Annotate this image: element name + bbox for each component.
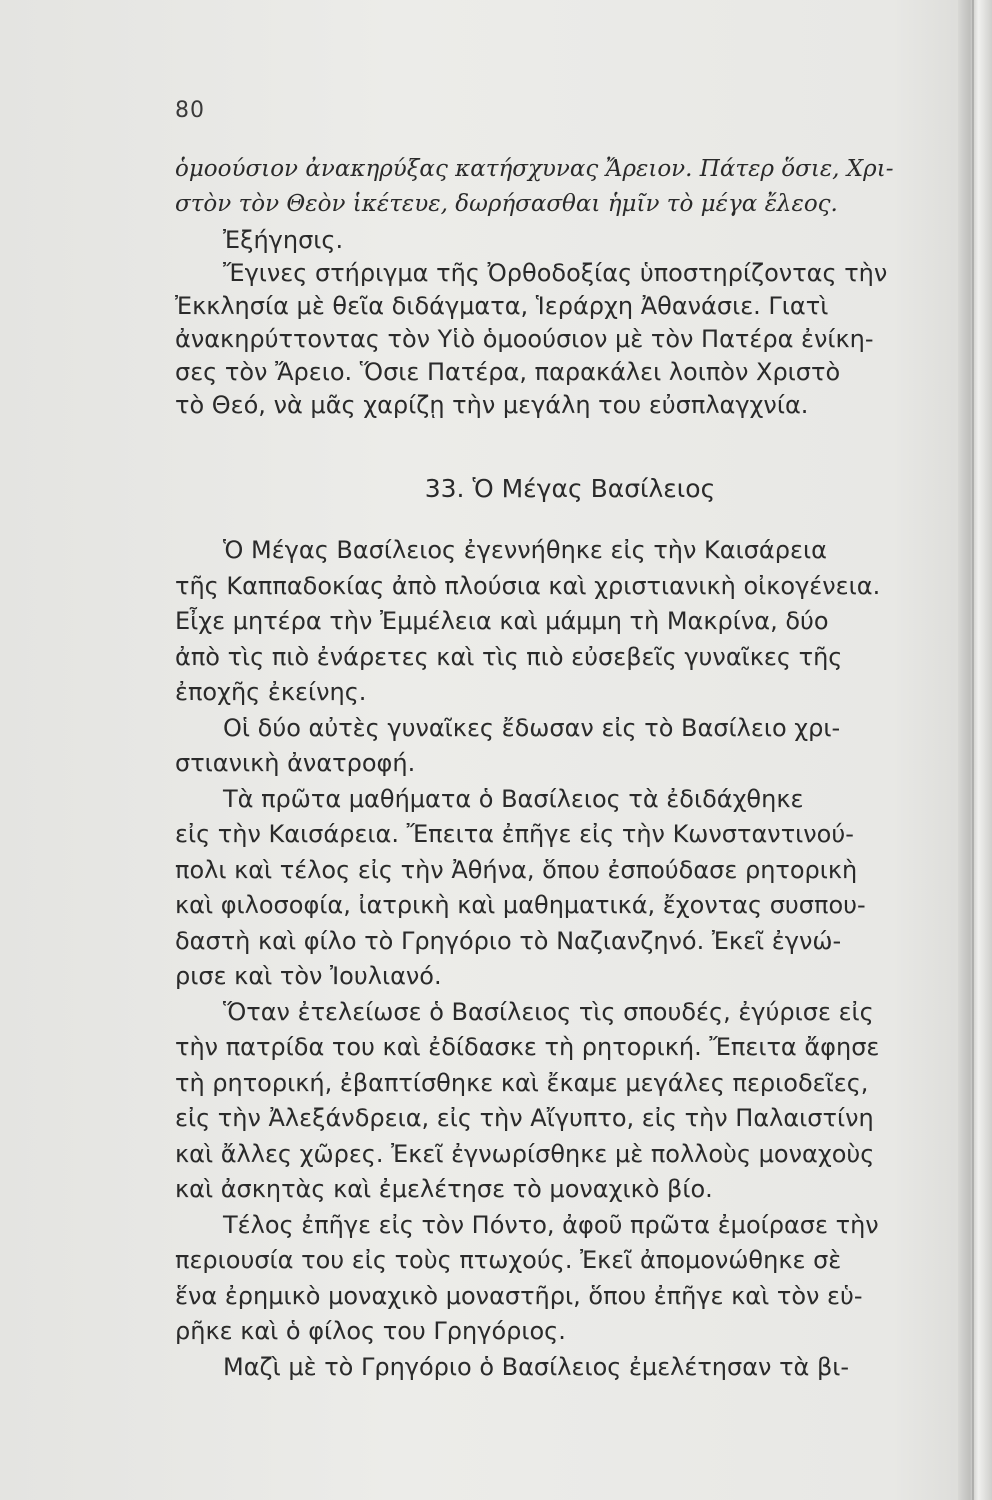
body-text (175, 533, 945, 1385)
body-line: Μαζὶ μὲ τὸ Γρηγόριο ὁ Βασίλειος ἐμελέτησαν τὰ βι- (223, 1352, 850, 1381)
explanation-label: Ἐξήγησις. (223, 226, 344, 254)
body-line: ἕνα ἐρημικὸ μοναχικὸ μοναστῆρι, ὅπου ἐπῆγε καὶ τὸν εὑ- (175, 1281, 863, 1310)
quote-line: ὁμοούσιον ἀνακηρύξας κατήσχυνας Ἄρειον. Πάτερ ὅσιε, Χρι- (175, 156, 894, 182)
body-line: Τὰ πρῶτα μαθήματα ὁ Βασίλειος τὰ ἐδιδάχθηκε (223, 784, 804, 813)
body-line: καὶ ἀσκητὰς καὶ ἐμελέτησε τὸ μοναχικὸ βίο. (175, 1175, 713, 1203)
page-number: 80 (175, 98, 205, 123)
body-line: τὴ ρητορική, ἐβαπτίσθηκε καὶ ἔκαμε μεγάλες περιοδεῖες, (175, 1068, 869, 1097)
explanation-line: σες τὸν Ἄρειο. Ὅσιε Πατέρα, παρακάλει λοιπὸν Χριστὸ (175, 358, 841, 386)
explanation-paragraph (175, 224, 945, 422)
body-line: καὶ ἄλλες χῶρες. Ἐκεῖ ἐγνωρίσθηκε μὲ πολλοὺς μοναχοὺς (175, 1139, 875, 1168)
body-line: περιουσία του εἰς τοὺς πτωχούς. Ἐκεῖ ἀπομονώθηκε σὲ (175, 1246, 842, 1274)
body-line: πολι καὶ τέλος εἰς τὴν Ἀθήνα, ὅπου ἐσπούδασε ρητορικὴ (175, 855, 858, 884)
body-line: καὶ φιλοσοφία, ἰατρικὴ καὶ μαθηματικά, ἔχοντας συσπου- (175, 891, 866, 919)
explanation-line: Ἐκκλησία μὲ θεῖα διδάγματα, Ἱεράρχη Ἀθανάσιε. Γιατὶ (175, 292, 829, 320)
section-heading: 33. Ὁ Μέγας Βασίλειος (424, 474, 716, 503)
body-line: τὴν πατρίδα του καὶ ἐδίδασκε τὴ ρητορική. Ἔπειτα ἄφησε (175, 1033, 880, 1061)
body-line: ἐποχῆς ἐκείνης. (175, 678, 367, 706)
body-line: Οἱ δύο αὐτὲς γυναῖκες ἔδωσαν εἰς τὸ Βασίλειο χρι- (223, 713, 841, 742)
explanation-line: Ἔγινες στήριγμα τῆς Ὀρθοδοξίας ὑποστηρίζοντας τὴν (223, 259, 888, 287)
body-line: τῆς Καππαδοκίας ἀπὸ πλούσια καὶ χριστιανικὴ οἰκογένεια. (175, 571, 881, 600)
body-line: ρῆκε καὶ ὁ φίλος του Γρηγόριος. (175, 1317, 566, 1345)
explanation-line: τὸ Θεό, νὰ μᾶς χαρίζῃ τὴν μεγάλη του εὐσπλαγχνία. (175, 391, 809, 419)
body-line: Εἶχε μητέρα τὴν Ἐμμέλεια καὶ μάμμη τὴ Μακρίνα, δύο (175, 607, 829, 635)
book-spine-edge (958, 0, 992, 1500)
body-line: εἰς τὴν Καισάρεια. Ἔπειτα ἐπῆγε εἰς τὴν Κωνσταντινού- (175, 820, 854, 848)
body-line: στιανικὴ ἀνατροφή. (175, 749, 416, 777)
body-line: Ὁ Μέγας Βασίλειος ἐγεννήθηκε εἰς τὴν Καισάρεια (223, 536, 827, 564)
hymn-quote (175, 152, 945, 222)
spine-shadow-line (972, 0, 974, 1500)
body-line: Τέλος ἐπῆγε εἰς τὸν Πόντο, ἀφοῦ πρῶτα ἐμοίρασε τὴν (223, 1210, 879, 1239)
explanation-line: ἀνακηρύττοντας τὸν Υἱὸ ὁμοούσιον μὲ τὸν Πατέρα ἐνίκη- (175, 325, 874, 353)
body-line: ρισε καὶ τὸν Ἰουλιανό. (175, 962, 442, 990)
body-line: ἀπὸ τὶς πιὸ ἐνάρετες καὶ τὶς πιὸ εὐσεβεῖς γυναῖκες τῆς (175, 642, 843, 671)
body-line: δαστὴ καὶ φίλο τὸ Γρηγόριο τὸ Ναζιανζηνό. Ἐκεῖ ἐγνώ- (175, 926, 842, 955)
body-line: εἰς τὴν Ἀλεξάνδρεια, εἰς τὴν Αἴγυπτο, εἰς τὴν Παλαιστίνη (175, 1104, 874, 1132)
body-line: Ὅταν ἐτελείωσε ὁ Βασίλειος τὶς σπουδές, ἐγύρισε εἰς (223, 997, 874, 1026)
quote-line: στὸν τὸν Θεὸν ἱκέτευε, δωρήσασθαι ἡμῖν τὸ μέγα ἔλεος. (175, 191, 838, 217)
